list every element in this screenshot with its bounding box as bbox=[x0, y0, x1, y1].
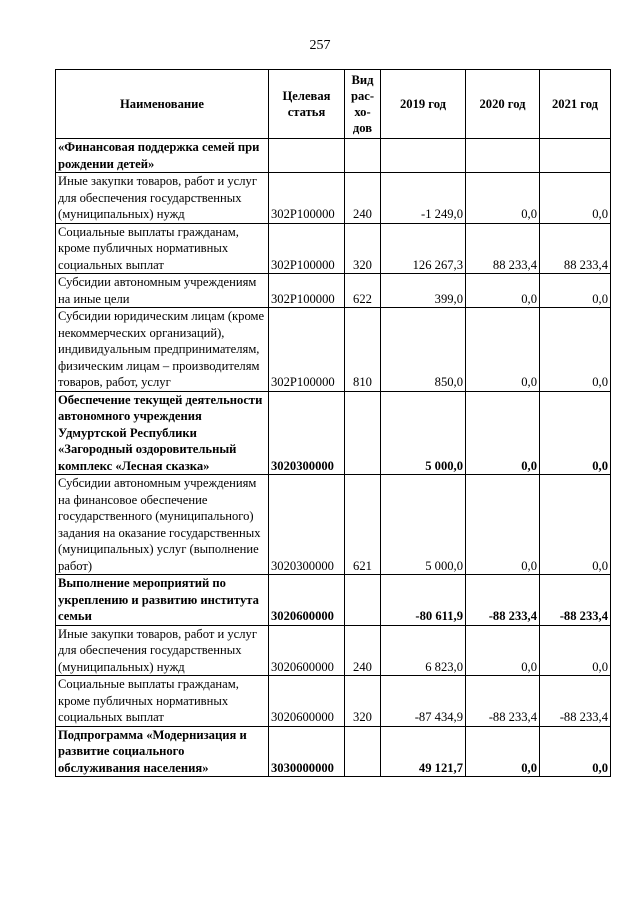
table-row bbox=[56, 625, 611, 676]
header-2021: 2021 год bbox=[540, 70, 611, 139]
header-name: Наименование bbox=[56, 70, 269, 139]
page-number: 257 bbox=[309, 38, 331, 53]
header-2019: 2019 год bbox=[381, 70, 466, 139]
row-2021: -88 233,4 bbox=[540, 575, 611, 626]
table-row bbox=[56, 676, 611, 727]
row-2019: -80 611,9 bbox=[381, 575, 466, 626]
table-row bbox=[56, 475, 611, 575]
row-expense-type: 622 bbox=[345, 274, 381, 308]
row-expense-type: 320 bbox=[345, 676, 381, 727]
row-2019: 126 267,3 bbox=[381, 223, 466, 274]
row-name: Социальные выплаты гражданам, кроме публичных нормативных социальных выплат bbox=[56, 223, 269, 274]
table-header-row bbox=[56, 70, 611, 139]
row-name: Выполнение мероприятий по укреплению и развитию института семьи bbox=[56, 575, 269, 626]
row-code: 3020300000 bbox=[269, 475, 345, 575]
table-body bbox=[56, 139, 611, 777]
header-2020: 2020 год bbox=[466, 70, 540, 139]
row-expense-type: 240 bbox=[345, 625, 381, 676]
row-2019: 6 823,0 bbox=[381, 625, 466, 676]
row-code: 302P100000 bbox=[269, 274, 345, 308]
row-2021 bbox=[540, 139, 611, 173]
table-row bbox=[56, 308, 611, 392]
row-name: «Финансовая поддержка семей при рождении детей» bbox=[56, 139, 269, 173]
table-row bbox=[56, 391, 611, 475]
row-name: Субсидии автономным учреждениям на финансовое обеспечение государственного (муниципального) задания на оказание государственных (муниципальных) услуг (выполнение работ) bbox=[56, 475, 269, 575]
header-expense-type: Вид рас-хо-дов bbox=[345, 70, 381, 139]
row-2021: 0,0 bbox=[540, 274, 611, 308]
row-name: Иные закупки товаров, работ и услуг для обеспечения государственных (муниципальных) нужд bbox=[56, 625, 269, 676]
row-expense-type bbox=[345, 575, 381, 626]
row-code: 302P100000 bbox=[269, 223, 345, 274]
row-expense-type bbox=[345, 391, 381, 475]
row-expense-type: 320 bbox=[345, 223, 381, 274]
row-2021: 0,0 bbox=[540, 625, 611, 676]
row-2021: 0,0 bbox=[540, 391, 611, 475]
row-2021: -88 233,4 bbox=[540, 676, 611, 727]
row-2019: 399,0 bbox=[381, 274, 466, 308]
header-target-article: Целевая статья bbox=[269, 70, 345, 139]
row-name: Обеспечение текущей деятельности автономного учреждения Удмуртской Республики «Загородный оздоровительный комплекс «Лесная сказка» bbox=[56, 391, 269, 475]
row-expense-type: 240 bbox=[345, 173, 381, 224]
row-2021: 0,0 bbox=[540, 726, 611, 777]
row-2020: 0,0 bbox=[466, 391, 540, 475]
row-expense-type: 621 bbox=[345, 475, 381, 575]
row-2020: 88 233,4 bbox=[466, 223, 540, 274]
row-name: Субсидии юридическим лицам (кроме некоммерческих организаций), индивидуальным предпринимателям, физическим лицам – производителям товаров, работ, услуг bbox=[56, 308, 269, 392]
table-row bbox=[56, 173, 611, 224]
row-code: 3020600000 bbox=[269, 625, 345, 676]
row-name: Подпрограмма «Модернизация и развитие социального обслуживания населения» bbox=[56, 726, 269, 777]
row-code: 3020600000 bbox=[269, 575, 345, 626]
row-2020: 0,0 bbox=[466, 475, 540, 575]
table-row bbox=[56, 575, 611, 626]
row-2020: -88 233,4 bbox=[466, 676, 540, 727]
row-code: 3030000000 bbox=[269, 726, 345, 777]
row-expense-type: 810 bbox=[345, 308, 381, 392]
row-code: 302P100000 bbox=[269, 173, 345, 224]
table-row bbox=[56, 726, 611, 777]
row-2020: 0,0 bbox=[466, 274, 540, 308]
budget-table bbox=[55, 69, 611, 777]
row-code: 3020300000 bbox=[269, 391, 345, 475]
row-2020: 0,0 bbox=[466, 173, 540, 224]
row-expense-type bbox=[345, 139, 381, 173]
row-2019: -1 249,0 bbox=[381, 173, 466, 224]
row-code: 302P100000 bbox=[269, 308, 345, 392]
row-2021: 0,0 bbox=[540, 308, 611, 392]
row-2020: -88 233,4 bbox=[466, 575, 540, 626]
table-row bbox=[56, 139, 611, 173]
table-row bbox=[56, 274, 611, 308]
row-2019 bbox=[381, 139, 466, 173]
row-2020: 0,0 bbox=[466, 625, 540, 676]
row-2019: 5 000,0 bbox=[381, 475, 466, 575]
row-code bbox=[269, 139, 345, 173]
row-code: 3020600000 bbox=[269, 676, 345, 727]
row-2020: 0,0 bbox=[466, 308, 540, 392]
row-2019: -87 434,9 bbox=[381, 676, 466, 727]
row-name: Иные закупки товаров, работ и услуг для обеспечения государственных (муниципальных) нужд bbox=[56, 173, 269, 224]
row-2021: 88 233,4 bbox=[540, 223, 611, 274]
row-name: Субсидии автономным учреждениям на иные цели bbox=[56, 274, 269, 308]
row-2021: 0,0 bbox=[540, 475, 611, 575]
table-row bbox=[56, 223, 611, 274]
row-name: Социальные выплаты гражданам, кроме публичных нормативных социальных выплат bbox=[56, 676, 269, 727]
row-2021: 0,0 bbox=[540, 173, 611, 224]
row-2020 bbox=[466, 139, 540, 173]
row-2019: 5 000,0 bbox=[381, 391, 466, 475]
row-expense-type bbox=[345, 726, 381, 777]
row-2019: 49 121,7 bbox=[381, 726, 466, 777]
row-2019: 850,0 bbox=[381, 308, 466, 392]
row-2020: 0,0 bbox=[466, 726, 540, 777]
